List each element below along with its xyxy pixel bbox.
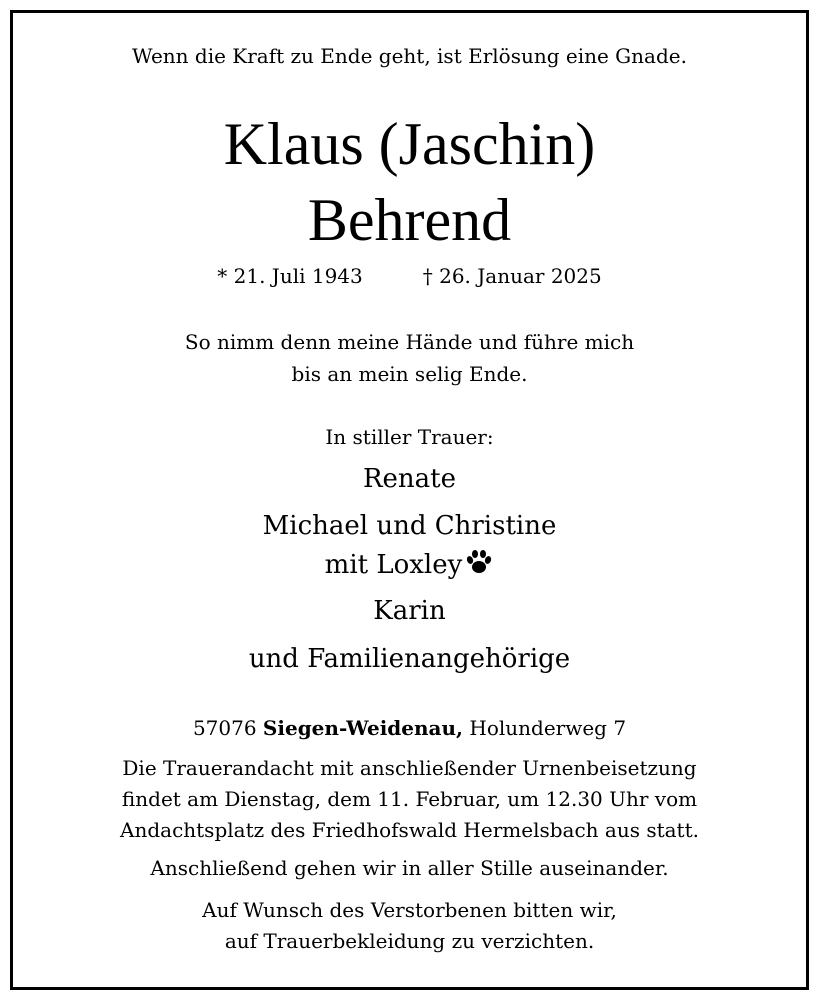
mourners-heading: In stiller Trauer: [325,425,494,449]
ceremony-line6: auf Trauerbekleidung zu verzichten. [224,929,595,953]
ceremony-line5: Auf Wunsch des Verstorbenen bitten wir, [202,898,617,922]
address-street: Holunderweg 7 [469,716,627,740]
mourner-pet-text: mit Loxley [324,550,463,580]
mourner-line5: und Familienangehörige [248,644,571,674]
mourner-line4: Karin [373,596,446,626]
paw-print-icon [464,549,494,575]
ceremony-line2: findet am Dienstag, dem 11. Februar, um 12.30 Uhr vom [121,787,698,811]
ceremony-line3: Andachtsplatz des Friedhofswald Hermelsbach aus statt. [120,818,699,842]
verse-line2: bis an mein selig Ende. [291,362,528,386]
ceremony-line1: Die Trauerandacht mit anschließender Urnenbeisetzung [122,756,697,780]
motto-text: Wenn die Kraft zu Ende geht, ist Erlösung eine Gnade. [132,44,687,68]
address-zip: 57076 [192,716,257,740]
address-line [0,716,819,740]
deceased-name-line1: Klaus (Jaschin) [223,111,596,177]
life-dates [0,264,819,288]
mourner-line3 [0,549,819,580]
ceremony-line4: Anschließend gehen wir in aller Stille auseinander. [150,856,669,880]
address-city: Siegen-Weidenau, [262,716,464,740]
death-date: † 26. Januar 2025 [422,264,602,288]
birth-date: * 21. Juli 1943 [217,264,363,288]
mourner-line2: Michael und Christine [262,511,557,541]
verse-line1: So nimm denn meine Hände und führe mich [184,330,635,354]
mourner-line1: Renate [362,464,457,494]
deceased-name-line2: Behrend [307,187,512,253]
